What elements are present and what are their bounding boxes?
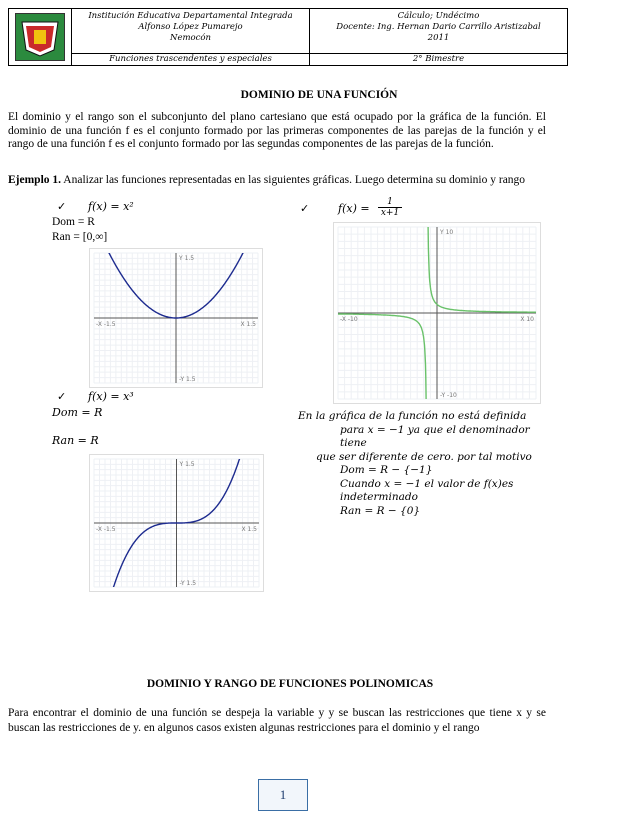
formula-reciprocal: f(x) = — [338, 202, 370, 215]
range-x-squared: Ran = [0,∞] — [52, 231, 108, 243]
topic-label: Funciones trascendentes y especiales — [109, 54, 272, 64]
x-axis-right-label: X 10 — [520, 316, 534, 323]
domain-x-cubed: Dom = R — [52, 406, 103, 419]
teacher-label: Docente: Ing. Hernan Dario Carrillo Aristizabal — [336, 22, 541, 32]
y-axis-bottom-label: -Y -10 — [440, 392, 457, 399]
y-axis-top-label: Y 1.5 — [179, 461, 195, 468]
formula-denominator: x+1 — [380, 208, 400, 218]
note-line: tiene — [340, 437, 367, 449]
institution-name: Institución Educativa Departamental Integrada — [88, 11, 293, 21]
section-title-polynomial: DOMINIO Y RANGO DE FUNCIONES POLINOMICAS — [146, 678, 434, 690]
formula-numerator: 1 — [378, 197, 402, 208]
example-text: Analizar las funciones representadas en las siguientes gráficas. Luego determina su dominio y rango — [63, 174, 526, 186]
graph-x-squared — [89, 248, 263, 388]
example-label: Ejemplo 1. — [8, 174, 62, 186]
y-axis-bottom-label: -Y 1.5 — [179, 376, 196, 383]
reciprocal-note — [298, 410, 532, 518]
x-axis-right-label: X 1.5 — [241, 526, 257, 533]
x-axis-right-label: X 1.5 — [240, 321, 256, 328]
formula-x-cubed: f(x) = x³ — [88, 390, 134, 403]
school-logo — [15, 13, 65, 61]
note-line: Ran = R − {0} — [340, 504, 421, 517]
check-icon: ✓ — [57, 200, 67, 213]
page-number: 1 — [258, 779, 308, 811]
intro-paragraph: El dominio y el rango son el subconjunto del plano cartesiano que está ocupado por la gráfica de la función. El dominio de una función f es el conjunto formado por las primeras componentes de las parejas de la función y el rango de una función f es el conjunto formado por las segundas componentes de las parejas de la función. — [8, 111, 546, 150]
graph-x-cubed — [89, 454, 264, 592]
institution-place: Nemocón — [170, 33, 211, 43]
header-table — [8, 8, 568, 66]
domain-x-squared: Dom = R — [52, 216, 95, 228]
subject-label: Cálculo; Undécimo — [397, 11, 480, 21]
term-label: 2° Bimestre — [412, 54, 465, 64]
polynomial-paragraph: Para encontrar el dominio de una función se despeja la variable y y se buscan las restricciones que tiene x y se buscan las restricciones de y. en algunos casos existen algunas restricciones para el dominio y el rango — [8, 707, 546, 734]
y-axis-top-label: Y 10 — [440, 229, 454, 236]
section-title-domain: DOMINIO DE UNA FUNCIÓN — [240, 89, 398, 101]
note-line: indeterminado — [340, 491, 418, 503]
check-icon: ✓ — [57, 390, 67, 403]
institution-subname: Alfonso López Pumarejo — [138, 22, 243, 32]
note-line: En la gráfica de la función no está definida — [298, 410, 527, 422]
year-label: 2011 — [427, 33, 450, 43]
example-paragraph — [8, 174, 546, 188]
x-axis-left-label: -X -1.5 — [96, 321, 116, 328]
check-icon: ✓ — [300, 202, 310, 215]
y-axis-top-label: Y 1.5 — [179, 255, 195, 262]
note-line: Cuando x = −1 el valor de f(x)es — [340, 477, 514, 490]
range-x-cubed: Ran = R — [52, 434, 99, 447]
x-axis-left-label: -X -1.5 — [96, 526, 116, 533]
x-axis-left-label: -X -10 — [340, 316, 358, 323]
graph-reciprocal — [333, 222, 541, 404]
note-line: Dom = R − {−1} — [340, 464, 433, 476]
note-line: para x = −1 ya que el denominador — [340, 423, 530, 436]
formula-x-squared: f(x) = x² — [88, 200, 134, 213]
y-axis-bottom-label: -Y 1.5 — [179, 580, 197, 587]
note-line: que ser diferente de cero. por tal motivo — [316, 450, 532, 463]
